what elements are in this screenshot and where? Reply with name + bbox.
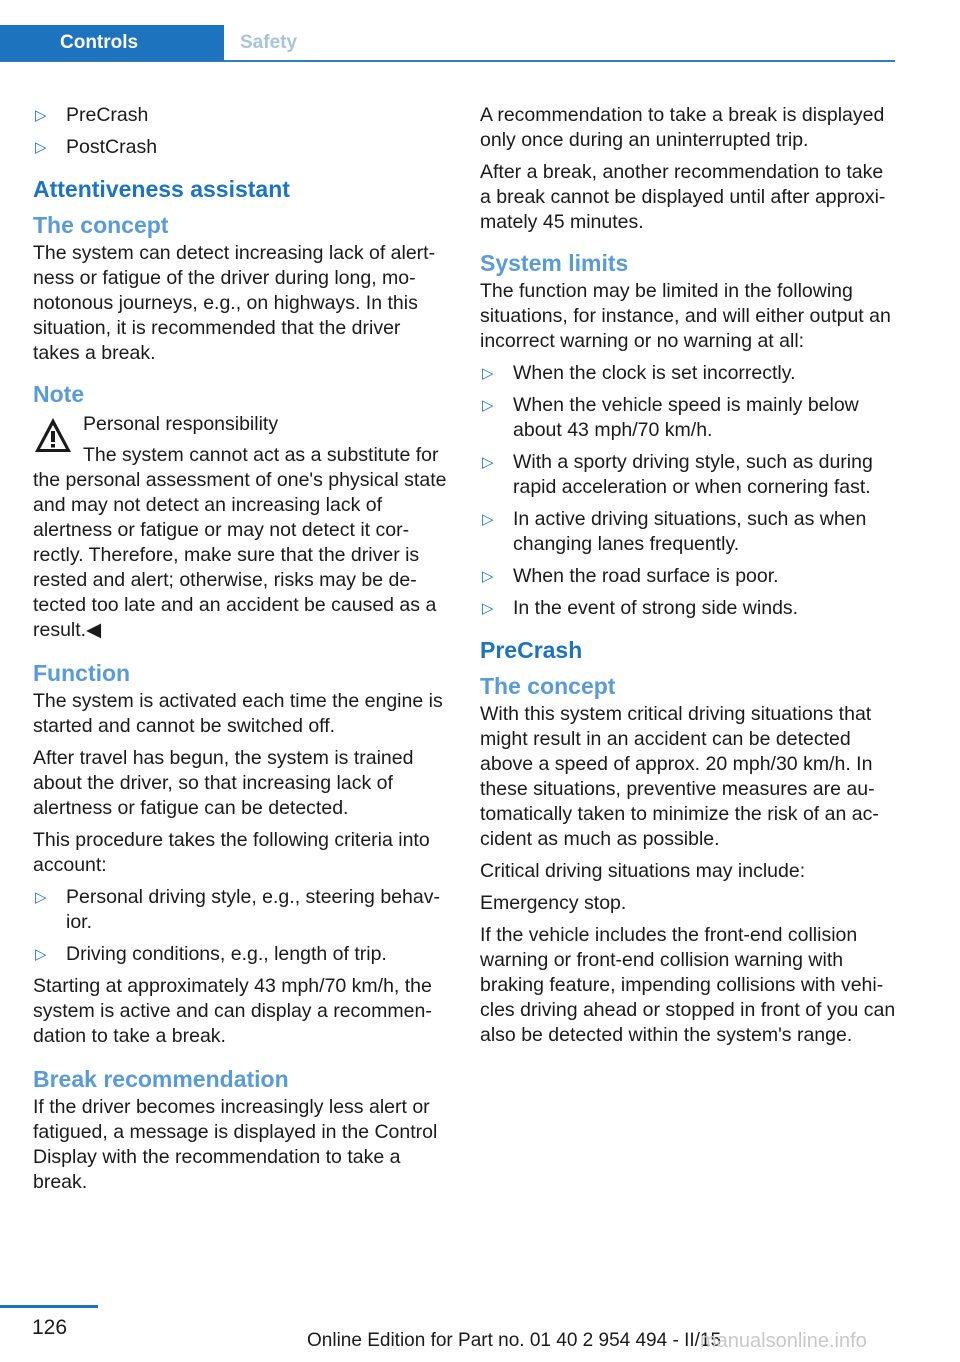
limits-text: The function may be limited in the following situations, for instance, and will either output an incorrect warning or no warning at all: bbox=[480, 280, 891, 352]
watermark: manualsonline.info bbox=[700, 1330, 867, 1352]
criteria-list bbox=[33, 885, 451, 967]
list-item: ▷ With a sporty driving style, such as during rapid acceleration or when cornering fast. bbox=[482, 451, 873, 498]
precrash-p3: Emergency stop. bbox=[480, 892, 627, 914]
heading-break-recommendation: Break recommendation bbox=[33, 1066, 289, 1092]
warning-triangle-icon bbox=[33, 416, 73, 454]
tab-controls[interactable]: Controls bbox=[0, 25, 224, 61]
heading-function: Function bbox=[33, 660, 131, 686]
list-item: ▷ When the road surface is poor. bbox=[482, 565, 779, 587]
concept-text: The system can detect increasing lack of alertness or fatigue of the driver during long, monotonous journeys, e.g., on highways. In this situation, it is recommended that the driver takes a break. bbox=[33, 242, 436, 364]
left-column bbox=[33, 103, 451, 1202]
page-number: 126 bbox=[32, 1316, 68, 1339]
note-text: The system cannot act as a substitute for the personal assessment of one's physical state and may not detect an increasing lack of alertness or fatigue or may not detect it correctly. Therefore, make sure that the driver is rested and alert; otherwise, risks may be detected too late and an accident be caused as a result.◀ bbox=[33, 444, 447, 641]
heading-precrash-concept: The concept bbox=[480, 673, 616, 699]
precrash-p2: Critical driving situations may include: bbox=[480, 860, 806, 882]
list-item: ▷ Driving conditions, e.g., length of trip. bbox=[35, 943, 387, 965]
triangle-bullet-icon: ▷ bbox=[482, 600, 494, 617]
triangle-bullet-icon: ▷ bbox=[35, 889, 47, 906]
right-p1: A recommendation to take a break is displayed only once during an uninterrupted trip. bbox=[480, 104, 885, 151]
triangle-bullet-icon: ▷ bbox=[482, 511, 494, 528]
triangle-bullet-icon: ▷ bbox=[35, 107, 47, 124]
function-p1: The system is activated each time the engine is started and cannot be switched off. bbox=[33, 690, 443, 737]
footer-rule bbox=[0, 1305, 98, 1308]
precrash-p1: With this system critical driving situations that might result in an accident can be detected above a speed of approx. 20 mph/30 km/h. In these situations, preventive measures are automatically taken to minimize the risk of an accident as much as possible. bbox=[480, 703, 879, 850]
limits-list bbox=[480, 361, 898, 621]
triangle-bullet-icon: ▷ bbox=[35, 946, 47, 963]
triangle-bullet-icon: ▷ bbox=[482, 397, 494, 414]
section-title-attentiveness: Attentiveness assistant bbox=[33, 176, 290, 202]
heading-concept: The concept bbox=[33, 212, 169, 238]
precrash-p4: If the vehicle includes the front-end collision warning or front-end collision warning with braking feature, impending collisions with vehicles driving ahead or stopped in front of you can also be detected within the system's range. bbox=[480, 924, 896, 1046]
heading-note: Note bbox=[33, 381, 85, 407]
list-item: ▷ When the vehicle speed is mainly below about 43 mph/70 km/h. bbox=[482, 394, 859, 441]
intro-list bbox=[33, 103, 451, 160]
list-item: ▷ PreCrash bbox=[35, 104, 149, 126]
triangle-bullet-icon: ▷ bbox=[35, 139, 47, 156]
list-item: ▷ In active driving situations, such as when changing lanes frequently. bbox=[482, 508, 867, 555]
list-item: ▷ When the clock is set incorrectly. bbox=[482, 362, 796, 384]
heading-system-limits: System limits bbox=[480, 250, 629, 276]
right-column bbox=[480, 103, 898, 1055]
right-p2: After a break, another recommendation to take a break cannot be displayed until after approximately 45 minutes. bbox=[480, 161, 886, 233]
function-p2: After travel has begun, the system is trained about the driver, so that increasing lack of alertness or fatigue can be detected. bbox=[33, 747, 414, 819]
edition-text: Online Edition for Part no. 01 40 2 954 494 - II/15 bbox=[307, 1330, 722, 1351]
triangle-bullet-icon: ▷ bbox=[482, 365, 494, 382]
triangle-bullet-icon: ▷ bbox=[482, 568, 494, 585]
tab-safety[interactable]: Safety bbox=[240, 32, 298, 53]
header-tabbar bbox=[0, 25, 895, 62]
list-item: ▷ Personal driving style, e.g., steering behavior. bbox=[35, 886, 440, 933]
section-title-precrash: PreCrash bbox=[480, 637, 583, 663]
function-p3: This procedure takes the following criteria into account: bbox=[33, 829, 430, 876]
list-item: ▷ In the event of strong side winds. bbox=[482, 597, 799, 619]
note-title: Personal responsibility bbox=[83, 413, 279, 435]
list-item: ▷ PostCrash bbox=[35, 136, 158, 158]
function-p4: Starting at approximately 43 mph/70 km/h, the system is active and can display a recommendation to take a break. bbox=[33, 975, 432, 1047]
break-text: If the driver becomes increasingly less alert or fatigued, a message is displayed in the Control Display with the recommendation to take a break. bbox=[33, 1096, 438, 1193]
triangle-bullet-icon: ▷ bbox=[482, 454, 494, 471]
note-box bbox=[33, 412, 451, 643]
